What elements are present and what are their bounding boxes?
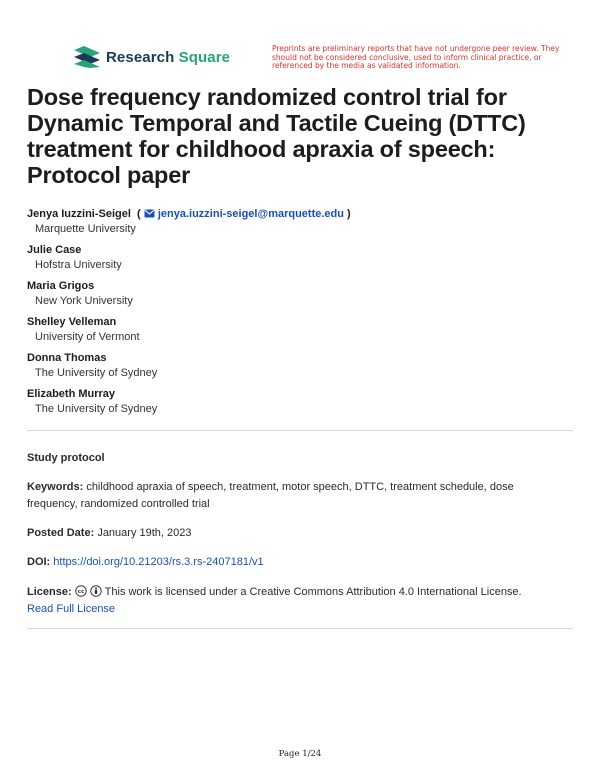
author-name: Jenya Iuzzini-Seigel (27, 208, 131, 220)
author-affiliation: Marquette University (35, 223, 136, 235)
keywords-value: childhood apraxia of speech, treatment, motor speech, DTTC, treatment schedule, dose frequency, randomized controlled trial (27, 481, 514, 510)
preprint-disclaimer: Preprints are preliminary reports that have not undergone peer review. They should not be considered conclusive, used to inform clinical practice, or referenced by the media as validated information. (272, 44, 560, 70)
author-email-link[interactable]: jenya.iuzzini-seigel@marquette.edu (157, 208, 344, 220)
author-affiliation: The University of Sydney (35, 367, 158, 379)
keywords (27, 479, 567, 513)
doi (27, 554, 567, 571)
divider (27, 628, 573, 629)
author-list (27, 207, 567, 423)
author-name: Julie Case (27, 244, 82, 256)
research-square-logo[interactable] (74, 46, 230, 68)
author-name: Shelley Velleman (27, 316, 117, 328)
author-name: Maria Grigos (27, 280, 95, 292)
keywords-label: Keywords: (27, 481, 84, 493)
license-label: License: (27, 586, 72, 598)
doi-link[interactable]: https://doi.org/10.21203/rs.3.rs-2407181/v1 (53, 556, 264, 568)
license (27, 584, 567, 618)
author-entry (27, 279, 567, 315)
author-name: Elizabeth Murray (27, 388, 116, 400)
research-square-logo-icon (74, 46, 100, 68)
posted-date-label: Posted Date: (27, 527, 95, 539)
author-entry (27, 243, 567, 279)
author-affiliation: The University of Sydney (35, 403, 158, 415)
author-entry: Jenya Iuzzini-Seigel ( jenya.iuzzini-seigel@marquette.edu ) Marquette University (27, 207, 567, 243)
creative-commons-icon (75, 585, 87, 597)
read-full-license-link[interactable]: Read Full License (27, 603, 116, 615)
mail-icon (144, 209, 155, 218)
author-entry (27, 351, 567, 387)
article-type-label: Study protocol (27, 452, 105, 464)
page-number: Page 1/24 (278, 749, 322, 759)
paper-title: Dose frequency randomized control trial for Dynamic Temporal and Tactile Cueing (DTTC) treatment for childhood apraxia of speech: Protocol paper (27, 84, 526, 188)
author-affiliation: New York University (35, 295, 133, 307)
logo-wordmark: Research Square (106, 48, 231, 66)
doi-label: DOI: (27, 556, 51, 568)
attribution-icon (90, 585, 102, 597)
author-affiliation: Hofstra University (35, 259, 122, 271)
author-entry (27, 315, 567, 351)
posted-date (27, 525, 567, 542)
author-name: Donna Thomas (27, 352, 107, 364)
svg-text:cc: cc (77, 589, 84, 596)
posted-date-value: January 19th, 2023 (97, 527, 192, 539)
divider (27, 430, 573, 431)
author-affiliation: University of Vermont (35, 331, 140, 343)
article-type (27, 450, 567, 467)
author-entry (27, 387, 567, 423)
license-text: This work is licensed under a Creative Commons Attribution 4.0 International License. (104, 586, 522, 598)
